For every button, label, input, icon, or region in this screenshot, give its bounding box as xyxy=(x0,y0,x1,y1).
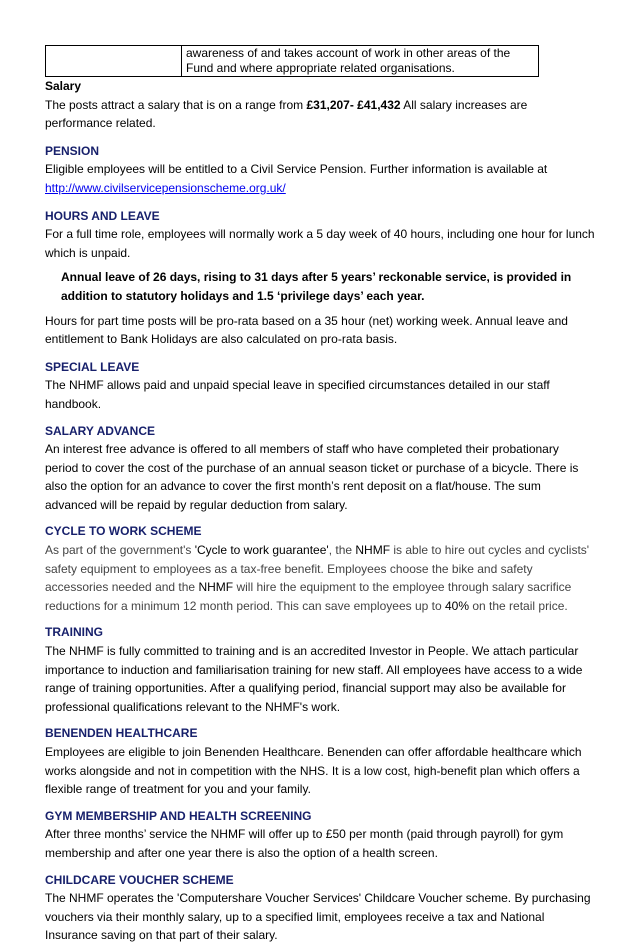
pension-body: Eligible employees will be entitled to a Civil Service Pension. Further information is available at xyxy=(45,162,548,177)
pension-section xyxy=(45,142,595,198)
pension-heading: PENSION xyxy=(45,143,100,158)
salary-advance-heading: SALARY ADVANCE xyxy=(45,423,156,438)
childcare-section xyxy=(45,871,595,945)
training-text: The NHMF is fully committed to training and is an accredited Investor in People. We attach particular importance to induction and familiarisation training for new staff. All employees have access to a wide range of training opportunities. After a qualifying period, financial support may also be available for professional qualifications relevant to the NHMF's work. xyxy=(45,644,583,714)
cycle-percent: 40% xyxy=(444,598,470,613)
salary-heading: Salary xyxy=(45,79,82,93)
gym-text: After three months’ service the NHMF will offer up to £50 per month (paid through payroll) for gym membership and after one year there is also the option of a health screen. xyxy=(45,827,564,860)
table-cell-left xyxy=(46,46,182,77)
benenden-text: Employees are eligible to join Benenden Healthcare. Benenden can offer affordable healthcare which works alongside and not in competition with the NHS. It is a low cost, high-benefit plan which offers a flexible range of treatment for you and your family. xyxy=(45,745,582,797)
childcare-heading: CHILDCARE VOUCHER SCHEME xyxy=(45,872,234,887)
pension-link[interactable]: http://www.civilservicepensionscheme.org.uk/ xyxy=(45,180,286,195)
document-page xyxy=(45,45,595,945)
cycle-section xyxy=(45,522,595,615)
training-heading: TRAINING xyxy=(45,625,103,640)
cycle-text-part: As part of the government's xyxy=(45,543,195,558)
hours-heading: HOURS AND LEAVE xyxy=(45,208,160,223)
gym-heading: GYM MEMBERSHIP AND HEALTH SCREENING xyxy=(45,808,312,823)
salary-range: £31,207- £41,432 xyxy=(306,97,401,112)
annual-leave-text: Annual leave of 26 days, rising to 31 days after 5 years’ reckonable service, is provided in addition to statutory holidays and 1.5 ‘privilege days’ each year. xyxy=(61,270,572,303)
salary-section xyxy=(45,77,595,133)
salary-text-before: The posts attract a salary that is on a range from xyxy=(45,97,307,112)
hours-section xyxy=(45,207,595,349)
salary-text-after: All salary increases are performance related. xyxy=(45,97,528,131)
special-leave-heading: SPECIAL LEAVE xyxy=(45,359,140,374)
hours-text: For a full time role, employees will normally work a 5 day week of 40 hours, including one hour for lunch which is unpaid. xyxy=(45,227,595,260)
table-cell-right: awareness of and takes account of work in other areas of the Fund and where appropriate related organisations. xyxy=(182,46,539,77)
cycle-text xyxy=(45,541,595,615)
cycle-text-part: is able to hire out cycles and cyclists' safety equipment to employees as a tax-free benefit. Employees choose the bike and safety accessories needed and the xyxy=(45,543,590,595)
table-row xyxy=(46,46,539,77)
part-time-text: Hours for part time posts will be pro-rata based on a 35 hour (net) working week. Annual leave and entitlement to Bank Holidays are also calculated on pro-rata basis. xyxy=(45,313,568,347)
training-section xyxy=(45,623,595,716)
cycle-guarantee: 'Cycle to work guarantee' xyxy=(194,543,329,558)
cycle-text-part: , the xyxy=(328,543,356,558)
benenden-heading: BENENDEN HEALTHCARE xyxy=(45,726,198,741)
salary-text xyxy=(45,96,595,133)
cycle-text-part: on the retail price. xyxy=(469,598,568,613)
cycle-nhmf: NHMF xyxy=(198,580,234,595)
benenden-section xyxy=(45,724,595,798)
salary-advance-section xyxy=(45,422,595,515)
cycle-text-part: will hire the equipment to the employee through salary sacrifice reductions for a minimum 12 month period. This can save employees up to xyxy=(45,580,572,613)
gym-section xyxy=(45,807,595,863)
cycle-nhmf: NHMF xyxy=(355,543,391,558)
childcare-text: The NHMF operates the 'Computershare Voucher Services' Childcare Voucher scheme. By purchasing vouchers via their monthly salary, up to a specified limit, employees receive a tax and National Insurance saving on that part of their salary. xyxy=(45,891,591,943)
salary-advance-text: An interest free advance is offered to all members of staff who have completed their probationary period to cover the cost of the purchase of an annual season ticket or purchase of a bicycle. There is also the option for an advance to cover the first month’s rent deposit on a flat/house. The sum advanced will be repaid by regular deduction from salary. xyxy=(45,442,579,512)
special-leave-section xyxy=(45,358,595,414)
special-leave-text: The NHMF allows paid and unpaid special leave in specified circumstances detailed in our staff handbook. xyxy=(45,378,550,411)
pension-text xyxy=(45,160,595,197)
cycle-heading: CYCLE TO WORK SCHEME xyxy=(45,524,202,539)
job-description-table xyxy=(45,45,539,77)
